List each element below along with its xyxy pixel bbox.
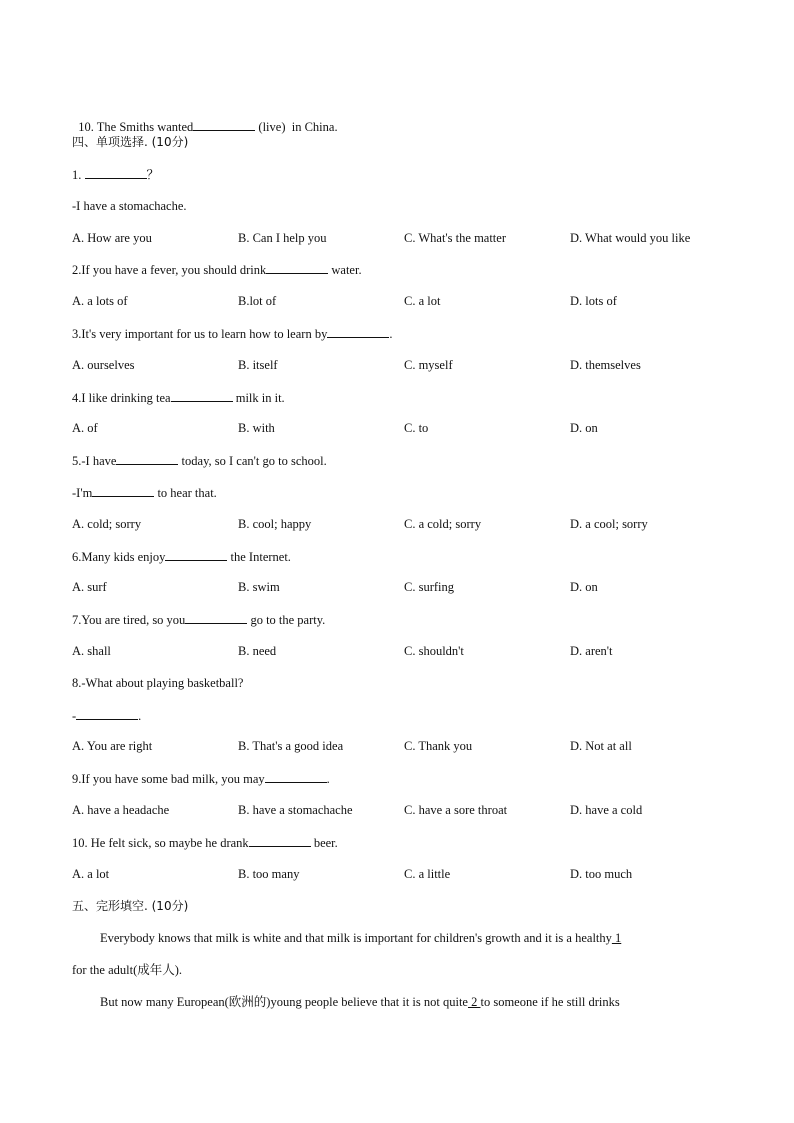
options-row: [72, 866, 732, 882]
option-a[interactable]: A. a lots of: [72, 294, 128, 308]
option-c[interactable]: C. a cold; sorry: [404, 517, 482, 531]
option-a[interactable]: A. shall: [72, 644, 111, 658]
option-d[interactable]: D. on: [570, 580, 598, 594]
cloze-blank-1[interactable]: 1: [611, 931, 622, 945]
answer-blank[interactable]: [185, 611, 247, 624]
question-text: ？: [146, 168, 160, 182]
question-text: .: [326, 772, 330, 786]
answer-blank[interactable]: [249, 834, 311, 847]
question-line: [72, 611, 325, 628]
option-a[interactable]: A. ourselves: [72, 358, 135, 372]
options-row: [72, 516, 732, 532]
cloze-paragraph-2: [72, 986, 722, 1018]
question-line: [72, 484, 217, 501]
option-b[interactable]: B. have a stomachache: [238, 803, 353, 817]
question-line: [72, 261, 362, 278]
question-text: -I'm: [72, 486, 93, 500]
option-b[interactable]: B. itself: [238, 358, 278, 372]
option-b[interactable]: B.lot of: [238, 294, 277, 308]
question-text: beer.: [310, 836, 338, 850]
cloze-blank-2[interactable]: 2: [467, 995, 481, 1009]
question-line: [72, 707, 141, 724]
question-text: go to the party.: [247, 613, 326, 627]
options-row: [72, 420, 732, 436]
question-text: 1.: [72, 168, 85, 182]
question-text: 9.If you have some bad milk, you may: [72, 772, 265, 786]
question-text: milk in it.: [232, 391, 285, 405]
question-text: 4.I like drinking tea: [72, 391, 171, 405]
paragraph-text: Everybody knows that milk is white and that milk is important for children's growth and it is a healthy: [100, 931, 612, 945]
paragraph-text: But now many European(欧洲的)young people believe that it is not quite: [100, 995, 468, 1009]
option-c[interactable]: C. a little: [404, 867, 451, 881]
question-line: [72, 452, 327, 469]
question-text: water.: [328, 263, 362, 277]
option-a[interactable]: A. How are you: [72, 231, 152, 245]
option-c[interactable]: C. myself: [404, 358, 453, 372]
question-text: 2.If you have a fever, you should drink: [72, 263, 267, 277]
options-row: [72, 293, 732, 309]
option-b[interactable]: B. Can I help you: [238, 231, 327, 245]
option-a[interactable]: A. of: [72, 421, 98, 435]
option-c[interactable]: C. Thank you: [404, 739, 473, 753]
option-a[interactable]: A. a lot: [72, 867, 110, 881]
option-c[interactable]: C. a lot: [404, 294, 441, 308]
question-line: [72, 834, 338, 851]
question-line: [72, 675, 243, 691]
option-d[interactable]: D. aren't: [570, 644, 613, 658]
answer-blank[interactable]: [92, 484, 154, 497]
question-text: 6.Many kids enjoy: [72, 550, 166, 564]
options-row: [72, 230, 732, 246]
answer-blank[interactable]: [116, 452, 178, 465]
options-row: [72, 802, 732, 818]
answer-blank[interactable]: [266, 261, 328, 274]
question-text: .: [389, 327, 393, 341]
option-d[interactable]: D. a cool; sorry: [570, 517, 648, 531]
question-line: [72, 325, 392, 342]
option-d[interactable]: D. themselves: [570, 358, 641, 372]
question-text: 7.You are tired, so you: [72, 613, 186, 627]
option-b[interactable]: B. swim: [238, 580, 280, 594]
option-d[interactable]: D. Not at all: [570, 739, 632, 753]
question-text: today, so I can't go to school.: [178, 454, 327, 468]
answer-blank[interactable]: [76, 707, 138, 720]
options-row: [72, 579, 732, 595]
option-a[interactable]: A. surf: [72, 580, 107, 594]
option-b[interactable]: B. need: [238, 644, 277, 658]
answer-blank[interactable]: [193, 118, 255, 131]
question-line: [72, 198, 187, 214]
question-text: (live) in China.: [255, 120, 338, 134]
option-d[interactable]: D. lots of: [570, 294, 617, 308]
cloze-paragraph-1: [72, 922, 722, 986]
question-text: to hear that.: [154, 486, 217, 500]
question-text: 10. The Smiths wanted: [78, 120, 194, 134]
section-title: 五、完形填空. (10分): [72, 899, 189, 913]
option-b[interactable]: B. with: [238, 421, 275, 435]
question-line: [72, 548, 291, 565]
option-d[interactable]: D. What would you like: [570, 231, 691, 245]
option-c[interactable]: C. surfing: [404, 580, 454, 594]
answer-blank[interactable]: [327, 325, 389, 338]
question-text: 8.-What about playing basketball?: [72, 676, 244, 690]
option-d[interactable]: D. too much: [570, 867, 633, 881]
option-a[interactable]: A. have a headache: [72, 803, 170, 817]
question-text: -I have a stomachache.: [72, 199, 187, 213]
options-row: [72, 643, 732, 659]
answer-blank[interactable]: [85, 166, 147, 179]
option-b[interactable]: B. That's a good idea: [238, 739, 344, 753]
question-line: [72, 166, 159, 183]
question-text: the Internet.: [227, 550, 291, 564]
option-c[interactable]: C. have a sore throat: [404, 803, 508, 817]
paragraph-text: for the adult(成年人).: [72, 963, 183, 977]
answer-blank[interactable]: [265, 770, 327, 783]
question-line: [72, 102, 338, 135]
answer-blank[interactable]: [165, 548, 227, 561]
paragraph-text: to someone if he still drinks: [480, 995, 620, 1009]
option-c[interactable]: C. shouldn't: [404, 644, 464, 658]
question-text: 10. He felt sick, so maybe he drank: [72, 836, 249, 850]
answer-blank[interactable]: [171, 389, 233, 402]
option-d[interactable]: D. have a cold: [570, 803, 643, 817]
section-title: 四、单项选择. (10分): [72, 135, 189, 149]
option-b[interactable]: B. cool; happy: [238, 517, 312, 531]
options-row: [72, 357, 732, 373]
option-c[interactable]: C. to: [404, 421, 429, 435]
question-text: .: [138, 709, 142, 723]
option-b[interactable]: B. too many: [238, 867, 300, 881]
question-line: [72, 389, 285, 406]
question-text: -: [72, 709, 77, 723]
option-d[interactable]: D. on: [570, 421, 598, 435]
option-c[interactable]: C. What's the matter: [404, 231, 506, 245]
question-line: [72, 770, 330, 787]
option-a[interactable]: A. cold; sorry: [72, 517, 142, 531]
options-row: [72, 738, 732, 754]
option-a[interactable]: A. You are right: [72, 739, 153, 753]
question-text: 3.It's very important for us to learn how to learn by: [72, 327, 328, 341]
question-text: 5.-I have: [72, 454, 117, 468]
